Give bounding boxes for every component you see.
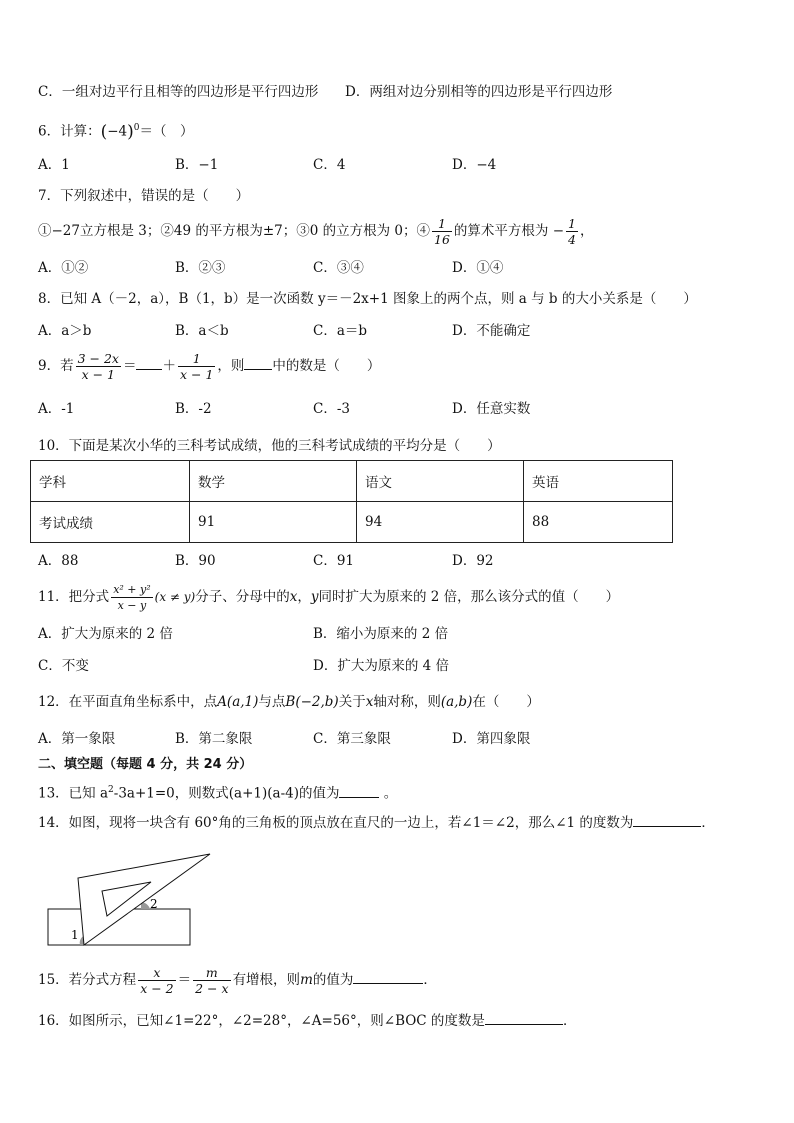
table-cell: 94 (357, 502, 524, 543)
q12-point-a: A(a,1) (217, 694, 259, 710)
q7-option-d: D．①④ (452, 260, 504, 276)
q12-option-c: C．第三象限 (313, 731, 391, 747)
q12-option-b: B．第二象限 (175, 731, 253, 747)
q11-option-a: A．扩大为原来的 2 倍 (38, 626, 173, 642)
table-cell: 88 (524, 502, 673, 543)
angle-1-label: 1 (71, 928, 79, 942)
q5-option-c: C．一组对边平行且相等的四边形是平行四边形 (38, 84, 319, 100)
q16-stem: 16．如图所示，已知∠1=22°，∠2=28°，∠A=56°，则∠BOC 的度数是 ． (38, 1013, 577, 1029)
q9-option-b: B．-2 (175, 401, 212, 417)
q12-option-d: D．第四象限 (452, 731, 531, 747)
q15-fraction-left: $\frac{x}{x - 2}$ (140, 965, 174, 996)
q11-stem: 11．把分式 $\frac{\text{x² + y²}}{x - y}$ (x ≠ y)分子、分母中的x，y同时扩大为原来的 2 倍，那么该分式的值（ ） (38, 583, 620, 612)
table-cell: 语文 (357, 461, 524, 502)
q8-option-d: D．不能确定 (452, 323, 531, 339)
q13-stem: 13．已知 $a^2-3a+1=0$，则数式(a+1)(a-4)的值为 。 (38, 785, 398, 802)
q15-fraction-right: $\frac{m}{2 - x}$ (195, 965, 229, 996)
q9-option-d: D．任意实数 (452, 401, 531, 417)
table-cell: 英语 (524, 461, 673, 502)
q10-option-a: A．88 (38, 553, 79, 569)
q11-option-d: D．扩大为原来的 4 倍 (313, 658, 449, 674)
q9-option-c: C．-3 (313, 401, 350, 417)
q11-prefix: 11．把分式 (38, 589, 110, 605)
q11-option-c: C．不变 (38, 658, 89, 674)
angle-2-label: 2 (150, 897, 158, 911)
q11-fraction: $\frac{\text{x² + y²}}{x - y}$ (113, 583, 151, 612)
q8-option-a: A．a＞b (38, 323, 92, 339)
q14-stem: 14．如图，现将一块含有 60°角的三角板的顶点放在直尺的一边上，若∠1＝∠2，那么∠1 的度数为 ． (38, 815, 715, 831)
q5-option-d: D．两组对边分别相等的四边形是平行四边形 (345, 84, 613, 100)
q8-option-b: B．a＜b (175, 323, 229, 339)
q6-prefix: 6．计算： (38, 123, 101, 140)
q7-option-a: A．①② (38, 260, 89, 276)
q8-option-c: C．a＝b (313, 323, 368, 339)
q7-fraction-1-4: $\frac{1}{4}$ (568, 216, 576, 247)
q14-ruler-triangle-figure (44, 850, 224, 950)
q11-option-b: B．缩小为原来的 2 倍 (313, 626, 449, 642)
q6-suffix: ＝（ ） (139, 123, 194, 140)
q9-stem: 9．若 $\frac{3 - 2x}{x - 1}$ ＝ ＋ $\frac{1}{x - 1}$ ，则 中的数是（ ） (38, 351, 381, 382)
table-row (31, 502, 673, 543)
q8-stem: 8．已知 A（－2，a），B（1，b）是一次函数 y＝－2x+1 图象上的两个点，则 a 与 b 的大小关系是（ ） (38, 291, 697, 307)
q9-option-a: A．-1 (38, 401, 75, 417)
q7-statement-mid: 的算术平方根为 − (453, 223, 565, 239)
q10-option-c: C．91 (313, 553, 355, 569)
table-cell: 学科 (31, 461, 190, 502)
q7-fraction-1-16: $\frac{1}{16}$ (434, 216, 450, 247)
table-header-row (31, 461, 673, 502)
q9-prefix: 9．若 (38, 358, 74, 374)
table-cell: 考试成绩 (31, 502, 190, 543)
q9-fraction-left: $\frac{3 - 2x}{x - 1}$ (77, 351, 119, 382)
q12-point-b: B(−2,b) (285, 694, 339, 710)
q10-stem: 10．下面是某次小华的三科考试成绩，他的三科考试成绩的平均分是（ ） (38, 438, 501, 454)
q15-stem: 15．若分式方程 $\frac{x}{x - 2}$ ＝ $\frac{m}{2 - x}$ 有增根，则m的值为 ． (38, 965, 437, 996)
q6-option-d: D．−4 (452, 157, 497, 173)
q15-blank (353, 971, 423, 984)
q10-option-b: B．90 (175, 553, 216, 569)
q7-option-b: B．②③ (175, 260, 226, 276)
q9-blank-1 (136, 357, 162, 370)
q7-option-c: C．③④ (313, 260, 364, 276)
q6-exponent: 0 (133, 123, 140, 133)
q11-condition: (x ≠ y) (154, 590, 196, 604)
q7-stem: 7．下列叙述中，错误的是（ ） (38, 188, 250, 204)
table-cell: 数学 (190, 461, 357, 502)
q9-blank-2 (244, 357, 272, 370)
q7-statement-prefix: ①−27立方根是 3；②49 的平方根为±7；③0 的立方根为 0；④ (38, 223, 431, 239)
q10-option-d: D．92 (452, 553, 494, 569)
q9-fraction-right: $\frac{1}{x - 1}$ (179, 351, 214, 382)
q6-stem: 6．计算：$(-4)^0=$（ ） (38, 122, 194, 142)
table-cell: 91 (190, 502, 357, 543)
q16-blank (485, 1012, 563, 1025)
q6-option-a: A．1 (38, 157, 70, 173)
q12-option-a: A．第一象限 (38, 731, 116, 747)
q12-stem: 12．在平面直角坐标系中，点A(a,1)与点B(−2,b)关于x轴对称，则(a,b)在（ ） (38, 694, 540, 710)
q6-option-c: C．4 (313, 157, 346, 173)
section-title-fill-in: 二、填空题（每题 4 分，共 24 分） (38, 757, 253, 772)
q7-statement: ①−27立方根是 3；②49 的平方根为±7；③0 的立方根为 0；④ $\frac{1}{16}$ 的算术平方根为 − $\frac{1}{4}$ ， (38, 216, 594, 247)
q13-blank (339, 785, 379, 798)
q14-blank (633, 814, 701, 827)
q6-base: −4 (107, 123, 128, 140)
q6-option-b: B．−1 (175, 157, 219, 173)
q10-score-table (30, 460, 673, 543)
